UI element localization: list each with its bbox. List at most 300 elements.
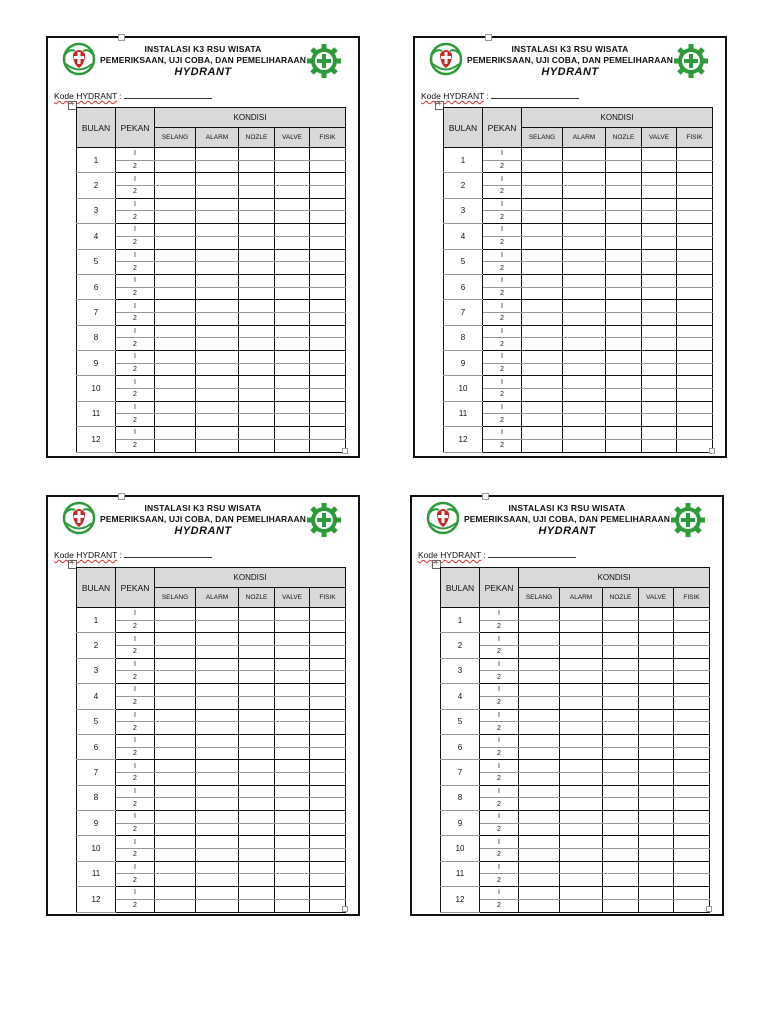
kondisi-entry-cell[interactable] [275,874,310,887]
kondisi-entry-cell[interactable] [519,811,560,824]
kondisi-entry-cell[interactable] [563,287,606,300]
kondisi-entry-cell[interactable] [560,798,603,811]
kondisi-entry-cell[interactable] [196,249,239,262]
kondisi-entry-cell[interactable] [563,211,606,224]
table-resize-handle[interactable] [706,906,712,912]
kondisi-entry-cell[interactable] [239,811,275,824]
kondisi-entry-cell[interactable] [155,414,196,427]
kondisi-entry-cell[interactable] [606,148,642,161]
kondisi-entry-cell[interactable] [275,836,310,849]
kondisi-entry-cell[interactable] [155,236,196,249]
kondisi-entry-cell[interactable] [155,211,196,224]
kondisi-entry-cell[interactable] [642,300,677,313]
kondisi-entry-cell[interactable] [642,173,677,186]
kondisi-entry-cell[interactable] [155,823,196,836]
kondisi-entry-cell[interactable] [560,709,603,722]
kondisi-entry-cell[interactable] [563,173,606,186]
kondisi-entry-cell[interactable] [310,747,346,760]
kondisi-entry-cell[interactable] [642,274,677,287]
kondisi-entry-cell[interactable] [606,401,642,414]
kondisi-entry-cell[interactable] [522,274,563,287]
kondisi-entry-cell[interactable] [674,633,710,646]
kondisi-entry-cell[interactable] [563,300,606,313]
kode-hydrant-field[interactable] [421,90,579,101]
kondisi-entry-cell[interactable] [239,671,275,684]
kondisi-entry-cell[interactable] [519,772,560,785]
kondisi-entry-cell[interactable] [642,224,677,237]
kondisi-entry-cell[interactable] [606,249,642,262]
kondisi-entry-cell[interactable] [196,262,239,275]
kondisi-entry-cell[interactable] [239,747,275,760]
kondisi-entry-cell[interactable] [239,236,275,249]
kondisi-entry-cell[interactable] [560,861,603,874]
kondisi-entry-cell[interactable] [239,376,275,389]
kondisi-entry-cell[interactable] [155,709,196,722]
kondisi-entry-cell[interactable] [155,658,196,671]
kondisi-entry-cell[interactable] [642,211,677,224]
kondisi-entry-cell[interactable] [560,811,603,824]
kondisi-entry-cell[interactable] [603,811,639,824]
kondisi-entry-cell[interactable] [196,798,239,811]
kondisi-entry-cell[interactable] [239,658,275,671]
kondisi-entry-cell[interactable] [606,224,642,237]
kondisi-entry-cell[interactable] [560,684,603,697]
table-move-handle-icon[interactable]: + [435,101,444,110]
kondisi-entry-cell[interactable] [275,287,310,300]
kondisi-entry-cell[interactable] [677,211,713,224]
kondisi-entry-cell[interactable] [519,785,560,798]
kondisi-entry-cell[interactable] [674,671,710,684]
kondisi-entry-cell[interactable] [310,608,346,621]
kondisi-entry-cell[interactable] [677,338,713,351]
kondisi-entry-cell[interactable] [677,351,713,364]
kondisi-entry-cell[interactable] [642,186,677,199]
kondisi-entry-cell[interactable] [519,887,560,900]
kondisi-entry-cell[interactable] [310,300,346,313]
kondisi-entry-cell[interactable] [155,262,196,275]
kondisi-entry-cell[interactable] [155,351,196,364]
table-resize-handle[interactable] [342,906,348,912]
kondisi-entry-cell[interactable] [196,772,239,785]
kondisi-entry-cell[interactable] [563,401,606,414]
kondisi-entry-cell[interactable] [563,198,606,211]
kondisi-entry-cell[interactable] [310,401,346,414]
kondisi-entry-cell[interactable] [310,785,346,798]
kondisi-entry-cell[interactable] [196,211,239,224]
kondisi-entry-cell[interactable] [310,734,346,747]
kondisi-entry-cell[interactable] [606,211,642,224]
kondisi-entry-cell[interactable] [563,148,606,161]
kondisi-entry-cell[interactable] [155,734,196,747]
kondisi-entry-cell[interactable] [239,709,275,722]
kondisi-entry-cell[interactable] [275,899,310,912]
kondisi-entry-cell[interactable] [275,211,310,224]
kondisi-entry-cell[interactable] [560,785,603,798]
kondisi-entry-cell[interactable] [196,376,239,389]
kondisi-entry-cell[interactable] [239,620,275,633]
kondisi-entry-cell[interactable] [239,300,275,313]
kondisi-entry-cell[interactable] [196,186,239,199]
kondisi-entry-cell[interactable] [310,427,346,440]
kondisi-entry-cell[interactable] [522,300,563,313]
kondisi-entry-cell[interactable] [155,760,196,773]
kondisi-entry-cell[interactable] [519,747,560,760]
kondisi-entry-cell[interactable] [603,671,639,684]
kondisi-entry-cell[interactable] [196,696,239,709]
kondisi-entry-cell[interactable] [196,173,239,186]
kondisi-entry-cell[interactable] [606,414,642,427]
kondisi-entry-cell[interactable] [674,874,710,887]
kondisi-entry-cell[interactable] [155,772,196,785]
kondisi-entry-cell[interactable] [639,798,674,811]
kondisi-entry-cell[interactable] [196,274,239,287]
kondisi-entry-cell[interactable] [522,389,563,402]
kondisi-entry-cell[interactable] [639,722,674,735]
kondisi-entry-cell[interactable] [519,874,560,887]
kondisi-entry-cell[interactable] [674,608,710,621]
kondisi-entry-cell[interactable] [639,633,674,646]
kondisi-entry-cell[interactable] [603,899,639,912]
kondisi-entry-cell[interactable] [677,262,713,275]
resize-handle[interactable] [485,34,492,41]
kondisi-entry-cell[interactable] [674,836,710,849]
kondisi-entry-cell[interactable] [196,351,239,364]
kondisi-entry-cell[interactable] [275,148,310,161]
kondisi-entry-cell[interactable] [275,608,310,621]
kondisi-entry-cell[interactable] [674,760,710,773]
kondisi-entry-cell[interactable] [155,363,196,376]
kondisi-entry-cell[interactable] [310,798,346,811]
kondisi-entry-cell[interactable] [155,633,196,646]
kondisi-entry-cell[interactable] [606,363,642,376]
kondisi-entry-cell[interactable] [275,198,310,211]
kondisi-entry-cell[interactable] [560,734,603,747]
kondisi-entry-cell[interactable] [519,709,560,722]
kondisi-entry-cell[interactable] [642,363,677,376]
kondisi-entry-cell[interactable] [674,899,710,912]
kondisi-entry-cell[interactable] [239,274,275,287]
kondisi-entry-cell[interactable] [310,671,346,684]
kondisi-entry-cell[interactable] [563,427,606,440]
kondisi-entry-cell[interactable] [603,798,639,811]
kondisi-entry-cell[interactable] [275,224,310,237]
table-resize-handle[interactable] [342,448,348,454]
kondisi-entry-cell[interactable] [239,836,275,849]
kondisi-entry-cell[interactable] [310,376,346,389]
kondisi-entry-cell[interactable] [239,439,275,452]
kondisi-entry-cell[interactable] [310,274,346,287]
kondisi-entry-cell[interactable] [674,696,710,709]
kondisi-entry-cell[interactable] [275,811,310,824]
kondisi-entry-cell[interactable] [196,811,239,824]
kondisi-entry-cell[interactable] [642,287,677,300]
kondisi-entry-cell[interactable] [639,684,674,697]
kondisi-entry-cell[interactable] [603,823,639,836]
kondisi-entry-cell[interactable] [677,427,713,440]
kondisi-entry-cell[interactable] [606,262,642,275]
kondisi-entry-cell[interactable] [603,696,639,709]
kondisi-entry-cell[interactable] [155,160,196,173]
kondisi-entry-cell[interactable] [196,338,239,351]
kondisi-entry-cell[interactable] [275,734,310,747]
kondisi-entry-cell[interactable] [519,633,560,646]
kondisi-entry-cell[interactable] [560,658,603,671]
kondisi-entry-cell[interactable] [155,198,196,211]
kondisi-entry-cell[interactable] [560,899,603,912]
kondisi-entry-cell[interactable] [519,861,560,874]
kondisi-entry-cell[interactable] [155,684,196,697]
kondisi-entry-cell[interactable] [642,325,677,338]
kondisi-entry-cell[interactable] [603,620,639,633]
kondisi-entry-cell[interactable] [310,836,346,849]
kondisi-entry-cell[interactable] [603,760,639,773]
kondisi-entry-cell[interactable] [560,887,603,900]
kondisi-entry-cell[interactable] [275,262,310,275]
kondisi-entry-cell[interactable] [275,186,310,199]
kondisi-entry-cell[interactable] [275,722,310,735]
kondisi-entry-cell[interactable] [155,287,196,300]
kondisi-entry-cell[interactable] [275,312,310,325]
kondisi-entry-cell[interactable] [519,696,560,709]
kondisi-entry-cell[interactable] [310,709,346,722]
kondisi-entry-cell[interactable] [563,439,606,452]
kondisi-entry-cell[interactable] [196,608,239,621]
kondisi-entry-cell[interactable] [155,811,196,824]
kondisi-entry-cell[interactable] [642,389,677,402]
resize-handle[interactable] [118,493,125,500]
kondisi-entry-cell[interactable] [196,414,239,427]
kondisi-entry-cell[interactable] [310,684,346,697]
table-resize-handle[interactable] [709,448,715,454]
kondisi-entry-cell[interactable] [603,747,639,760]
kondisi-entry-cell[interactable] [603,684,639,697]
kondisi-entry-cell[interactable] [639,861,674,874]
kondisi-entry-cell[interactable] [196,312,239,325]
kondisi-entry-cell[interactable] [642,401,677,414]
kondisi-entry-cell[interactable] [522,376,563,389]
kondisi-entry-cell[interactable] [522,312,563,325]
kondisi-entry-cell[interactable] [239,899,275,912]
kondisi-entry-cell[interactable] [275,274,310,287]
kondisi-entry-cell[interactable] [310,338,346,351]
kondisi-entry-cell[interactable] [677,274,713,287]
kondisi-entry-cell[interactable] [310,823,346,836]
kondisi-entry-cell[interactable] [677,173,713,186]
kondisi-entry-cell[interactable] [196,861,239,874]
kode-blank-line[interactable] [124,549,212,558]
kondisi-entry-cell[interactable] [563,249,606,262]
kondisi-entry-cell[interactable] [310,620,346,633]
kondisi-entry-cell[interactable] [603,849,639,862]
kondisi-entry-cell[interactable] [196,709,239,722]
kondisi-entry-cell[interactable] [522,148,563,161]
kondisi-entry-cell[interactable] [563,414,606,427]
kondisi-entry-cell[interactable] [639,785,674,798]
kondisi-entry-cell[interactable] [522,427,563,440]
kondisi-entry-cell[interactable] [606,236,642,249]
kondisi-entry-cell[interactable] [563,186,606,199]
kondisi-entry-cell[interactable] [519,671,560,684]
kondisi-entry-cell[interactable] [155,439,196,452]
kondisi-entry-cell[interactable] [239,148,275,161]
kondisi-entry-cell[interactable] [275,351,310,364]
kondisi-entry-cell[interactable] [275,401,310,414]
kondisi-entry-cell[interactable] [239,722,275,735]
kondisi-entry-cell[interactable] [155,173,196,186]
kondisi-entry-cell[interactable] [642,376,677,389]
kondisi-entry-cell[interactable] [275,696,310,709]
kondisi-entry-cell[interactable] [560,772,603,785]
kondisi-entry-cell[interactable] [275,760,310,773]
kondisi-entry-cell[interactable] [677,198,713,211]
kondisi-entry-cell[interactable] [196,887,239,900]
kondisi-entry-cell[interactable] [239,646,275,659]
kondisi-entry-cell[interactable] [310,211,346,224]
kondisi-entry-cell[interactable] [239,785,275,798]
kondisi-entry-cell[interactable] [522,414,563,427]
kondisi-entry-cell[interactable] [563,389,606,402]
kondisi-entry-cell[interactable] [275,671,310,684]
kondisi-entry-cell[interactable] [196,874,239,887]
kondisi-entry-cell[interactable] [310,262,346,275]
kondisi-entry-cell[interactable] [677,439,713,452]
table-move-handle-icon[interactable]: + [432,560,441,569]
resize-handle[interactable] [118,34,125,41]
kondisi-entry-cell[interactable] [196,439,239,452]
kondisi-entry-cell[interactable] [239,798,275,811]
kondisi-entry-cell[interactable] [677,300,713,313]
kondisi-entry-cell[interactable] [674,849,710,862]
kondisi-entry-cell[interactable] [239,633,275,646]
kondisi-entry-cell[interactable] [560,760,603,773]
kondisi-entry-cell[interactable] [275,861,310,874]
kondisi-entry-cell[interactable] [196,849,239,862]
kondisi-entry-cell[interactable] [196,427,239,440]
kondisi-entry-cell[interactable] [639,734,674,747]
resize-handle[interactable] [482,493,489,500]
kondisi-entry-cell[interactable] [674,684,710,697]
kondisi-entry-cell[interactable] [155,620,196,633]
kondisi-entry-cell[interactable] [639,646,674,659]
kondisi-entry-cell[interactable] [639,696,674,709]
kondisi-entry-cell[interactable] [519,684,560,697]
kondisi-entry-cell[interactable] [603,633,639,646]
kondisi-entry-cell[interactable] [606,439,642,452]
kondisi-entry-cell[interactable] [155,696,196,709]
kondisi-entry-cell[interactable] [275,709,310,722]
kondisi-entry-cell[interactable] [275,160,310,173]
kondisi-entry-cell[interactable] [642,262,677,275]
kondisi-entry-cell[interactable] [606,376,642,389]
kondisi-entry-cell[interactable] [639,760,674,773]
kondisi-entry-cell[interactable] [310,722,346,735]
kondisi-entry-cell[interactable] [522,236,563,249]
kondisi-entry-cell[interactable] [522,439,563,452]
kondisi-entry-cell[interactable] [560,823,603,836]
kondisi-entry-cell[interactable] [155,671,196,684]
kondisi-entry-cell[interactable] [275,414,310,427]
kondisi-entry-cell[interactable] [639,823,674,836]
kondisi-entry-cell[interactable] [275,646,310,659]
kondisi-entry-cell[interactable] [674,709,710,722]
kondisi-entry-cell[interactable] [674,785,710,798]
kondisi-entry-cell[interactable] [239,249,275,262]
kondisi-entry-cell[interactable] [563,351,606,364]
kondisi-entry-cell[interactable] [310,363,346,376]
kondisi-entry-cell[interactable] [275,658,310,671]
kondisi-entry-cell[interactable] [563,274,606,287]
kondisi-entry-cell[interactable] [519,620,560,633]
kondisi-entry-cell[interactable] [674,646,710,659]
kondisi-entry-cell[interactable] [677,224,713,237]
kondisi-entry-cell[interactable] [677,249,713,262]
kondisi-entry-cell[interactable] [560,849,603,862]
kondisi-entry-cell[interactable] [310,849,346,862]
kondisi-entry-cell[interactable] [642,198,677,211]
kondisi-entry-cell[interactable] [196,633,239,646]
kondisi-entry-cell[interactable] [196,760,239,773]
table-move-handle-icon[interactable]: + [68,560,77,569]
kondisi-entry-cell[interactable] [239,262,275,275]
kondisi-entry-cell[interactable] [155,325,196,338]
kondisi-entry-cell[interactable] [310,173,346,186]
kondisi-entry-cell[interactable] [155,887,196,900]
kondisi-entry-cell[interactable] [522,173,563,186]
kondisi-entry-cell[interactable] [196,823,239,836]
kondisi-entry-cell[interactable] [674,658,710,671]
kondisi-entry-cell[interactable] [196,236,239,249]
kondisi-entry-cell[interactable] [155,249,196,262]
kondisi-entry-cell[interactable] [519,608,560,621]
kondisi-entry-cell[interactable] [155,849,196,862]
kondisi-entry-cell[interactable] [522,287,563,300]
kondisi-entry-cell[interactable] [155,785,196,798]
kondisi-entry-cell[interactable] [522,249,563,262]
kondisi-entry-cell[interactable] [239,186,275,199]
kondisi-entry-cell[interactable] [196,389,239,402]
kondisi-entry-cell[interactable] [196,671,239,684]
kondisi-entry-cell[interactable] [155,300,196,313]
kondisi-entry-cell[interactable] [275,236,310,249]
kode-hydrant-field[interactable] [54,549,212,560]
kondisi-entry-cell[interactable] [563,312,606,325]
kondisi-entry-cell[interactable] [674,887,710,900]
kondisi-entry-cell[interactable] [275,798,310,811]
kondisi-entry-cell[interactable] [677,148,713,161]
kondisi-entry-cell[interactable] [196,658,239,671]
kondisi-entry-cell[interactable] [239,173,275,186]
kondisi-entry-cell[interactable] [522,211,563,224]
kondisi-entry-cell[interactable] [639,899,674,912]
kondisi-entry-cell[interactable] [639,772,674,785]
kondisi-entry-cell[interactable] [519,836,560,849]
kondisi-entry-cell[interactable] [196,734,239,747]
kondisi-entry-cell[interactable] [606,325,642,338]
kondisi-entry-cell[interactable] [522,224,563,237]
kode-blank-line[interactable] [488,549,576,558]
kondisi-entry-cell[interactable] [560,671,603,684]
kondisi-entry-cell[interactable] [275,620,310,633]
kondisi-entry-cell[interactable] [674,823,710,836]
kondisi-entry-cell[interactable] [155,338,196,351]
kondisi-entry-cell[interactable] [560,747,603,760]
kondisi-entry-cell[interactable] [674,772,710,785]
kondisi-entry-cell[interactable] [519,760,560,773]
kondisi-entry-cell[interactable] [239,414,275,427]
kondisi-entry-cell[interactable] [677,325,713,338]
kondisi-entry-cell[interactable] [155,899,196,912]
kondisi-entry-cell[interactable] [196,287,239,300]
